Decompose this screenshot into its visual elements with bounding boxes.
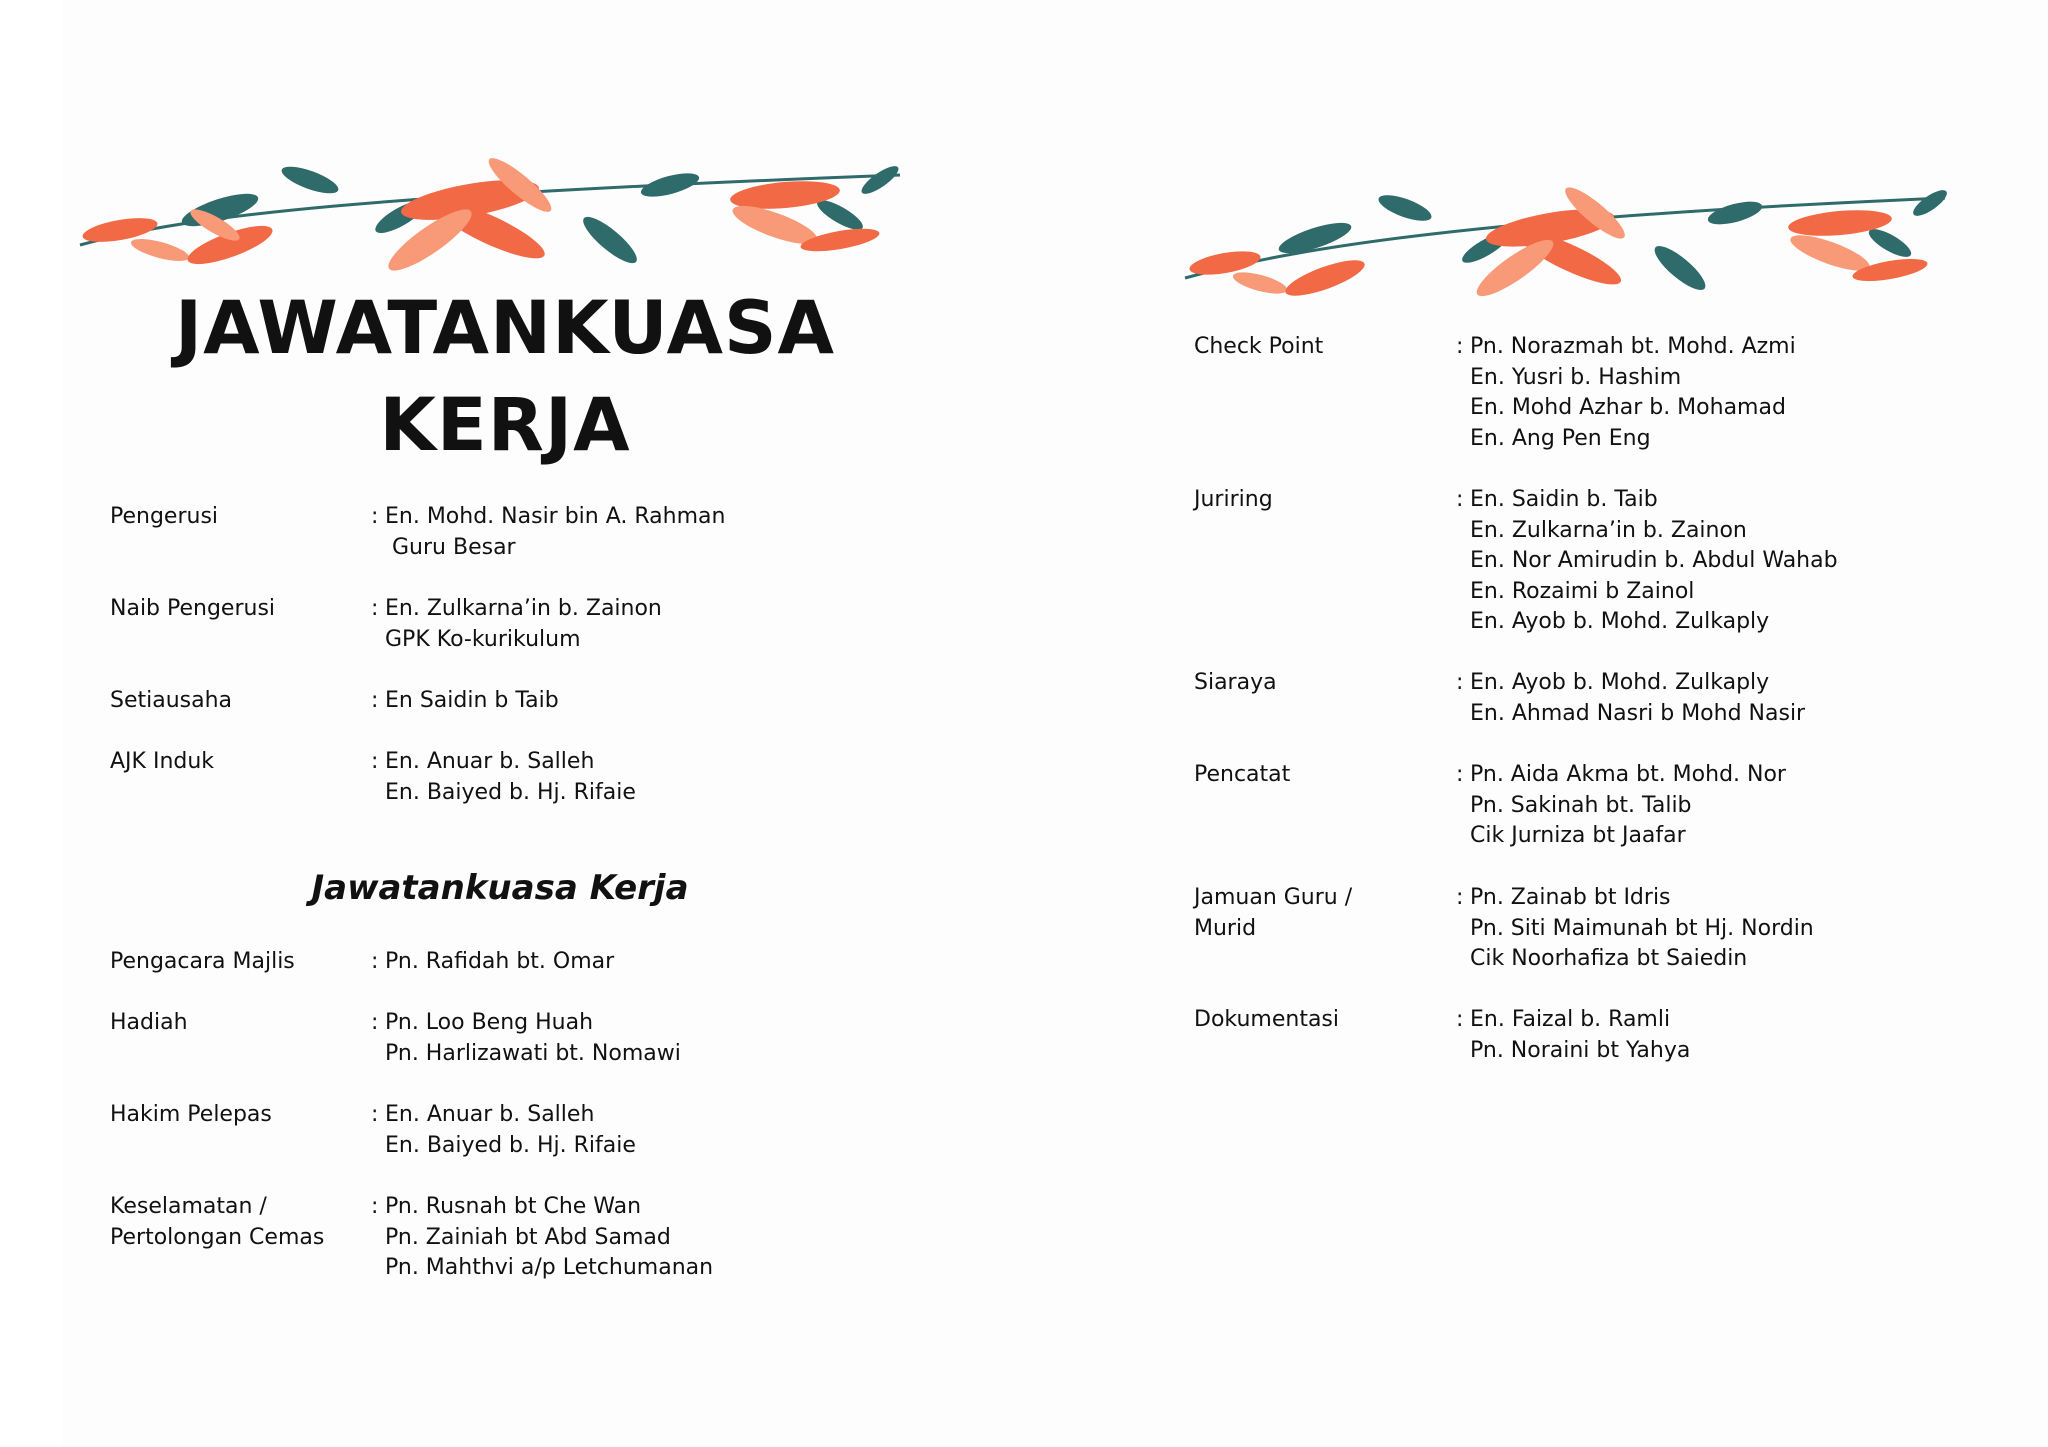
page-title-line-1: JAWATANKUASA <box>174 286 836 371</box>
member-name: Pn. Noraini bt Yahya <box>1470 1037 1691 1063</box>
member-name: En Saidin b Taib <box>385 688 559 713</box>
committee-role <box>110 947 295 978</box>
member-name: En. Mohd. Nasir bin A. Rahman <box>385 504 726 529</box>
member-name: En. Anuar b. Salleh <box>385 749 595 774</box>
committee-role <box>110 1192 324 1253</box>
member-name: En. Ang Pen Eng <box>1470 425 1651 451</box>
role-text: Keselamatan / <box>110 1194 267 1219</box>
committee-members <box>385 686 559 717</box>
role-text: Check Point <box>1194 334 1324 359</box>
member-name: En. Saidin b. Taib <box>1470 487 1658 512</box>
member-name: Pn. Zainiah bt Abd Samad <box>385 1224 671 1250</box>
role-text: Siaraya <box>1194 670 1277 695</box>
role-text: Naib Pengerusi <box>110 596 276 621</box>
role-text: Hakim Pelepas <box>110 1102 272 1127</box>
committee-role <box>110 686 232 717</box>
member-name: Pn. Norazmah bt. Mohd. Azmi <box>1470 334 1796 359</box>
colon-separator: : <box>371 1010 379 1035</box>
role-text: Pertolongan Cemas <box>110 1224 325 1250</box>
committee-members <box>1470 668 1805 729</box>
committee-members <box>1470 760 1786 852</box>
member-name: Pn. Harlizawati bt. Nomawi <box>385 1040 681 1066</box>
colon-separator: : <box>1456 762 1464 787</box>
colon-separator: : <box>371 1194 379 1219</box>
committee-members <box>385 947 614 978</box>
member-name: En. Baiyed b. Hj. Rifaie <box>385 779 636 805</box>
role-text: Setiausaha <box>110 688 233 713</box>
colon-separator: : <box>371 949 379 974</box>
member-name: Cik Noorhafiza bt Saiedin <box>1470 946 1748 971</box>
member-name: En. Rozaimi b Zainol <box>1470 578 1695 604</box>
committee-role <box>110 502 218 533</box>
committee-members <box>385 747 636 808</box>
role-text: Juriring <box>1194 487 1273 512</box>
committee-role <box>110 1008 188 1039</box>
colon-separator: : <box>371 688 379 713</box>
member-name: En. Ayob b. Mohd. Zulkaply <box>1470 670 1770 695</box>
member-name: En. Nor Amirudin b. Abdul Wahab <box>1470 548 1838 573</box>
lily-flower-icon <box>81 155 881 279</box>
member-name: Pn. Mahthvi a/p Letchumanan <box>385 1255 714 1280</box>
member-name: En. Zulkarna’in b. Zainon <box>385 596 662 621</box>
member-name: En. Faizal b. Ramli <box>1470 1007 1671 1032</box>
colon-separator: : <box>1456 487 1464 512</box>
committee-members <box>1470 883 1814 975</box>
committee-members <box>385 1192 713 1284</box>
role-text: Pencatat <box>1194 762 1291 787</box>
committee-role <box>1194 668 1277 699</box>
member-name: Pn. Loo Beng Huah <box>385 1010 594 1035</box>
role-text: Pengerusi <box>110 504 219 529</box>
member-name: GPK Ko-kurikulum <box>385 626 581 652</box>
role-text: AJK Induk <box>110 749 215 774</box>
member-name: En. Anuar b. Salleh <box>385 1102 595 1127</box>
role-text: Pengacara Majlis <box>110 949 295 974</box>
committee-members <box>385 594 662 655</box>
member-name: En. Zulkarna’in b. Zainon <box>1470 517 1747 543</box>
member-name: Pn. Sakinah bt. Talib <box>1470 792 1692 818</box>
member-name: Pn. Rusnah bt Che Wan <box>385 1194 642 1219</box>
member-name: Pn. Siti Maimunah bt Hj. Nordin <box>1470 915 1814 941</box>
colon-separator: : <box>371 504 379 529</box>
member-name: Guru Besar <box>392 534 516 560</box>
role-text: Jamuan Guru / <box>1194 885 1353 910</box>
role-text: Dokumentasi <box>1194 1007 1339 1032</box>
colon-separator: : <box>1456 670 1464 695</box>
colon-separator: : <box>1456 885 1464 910</box>
colon-separator: : <box>1456 1007 1464 1032</box>
committee-role <box>1194 485 1273 516</box>
committee-role <box>1194 1005 1339 1036</box>
committee-role <box>110 747 214 778</box>
member-name: En. Yusri b. Hashim <box>1470 364 1682 390</box>
role-text: Murid <box>1194 915 1257 941</box>
member-name: En. Ahmad Nasri b Mohd Nasir <box>1470 700 1806 726</box>
member-name: En. Ayob b. Mohd. Zulkaply <box>1470 609 1770 634</box>
colon-separator: : <box>371 1102 379 1127</box>
member-name: En. Mohd Azhar b. Mohamad <box>1470 395 1786 420</box>
member-name: Pn. Aida Akma bt. Mohd. Nor <box>1470 762 1786 787</box>
committee-members <box>1470 332 1796 454</box>
section-subtitle: Jawatankuasa Kerja <box>311 868 689 908</box>
colon-separator: : <box>1456 334 1464 359</box>
committee-role <box>1194 332 1323 363</box>
committee-members <box>1470 1005 1690 1066</box>
colon-separator: : <box>371 749 379 774</box>
member-name: En. Baiyed b. Hj. Rifaie <box>385 1132 636 1158</box>
committee-role <box>110 1100 272 1131</box>
committee-role <box>1194 760 1290 791</box>
committee-members <box>385 1008 681 1069</box>
member-name: Pn. Rafidah bt. Omar <box>385 949 615 974</box>
member-name: Cik Jurniza bt Jaafar <box>1470 823 1686 848</box>
committee-role <box>110 594 275 625</box>
floral-border-right <box>1175 178 1955 308</box>
committee-members <box>385 502 725 563</box>
colon-separator: : <box>371 596 379 621</box>
role-text: Hadiah <box>110 1010 188 1035</box>
page-title-line-2: KERJA <box>379 383 631 468</box>
committee-role <box>1194 883 1352 944</box>
committee-members <box>385 1100 636 1161</box>
committee-members <box>1470 485 1838 638</box>
floral-border-left <box>70 155 910 280</box>
member-name: Pn. Zainab bt Idris <box>1470 885 1671 910</box>
